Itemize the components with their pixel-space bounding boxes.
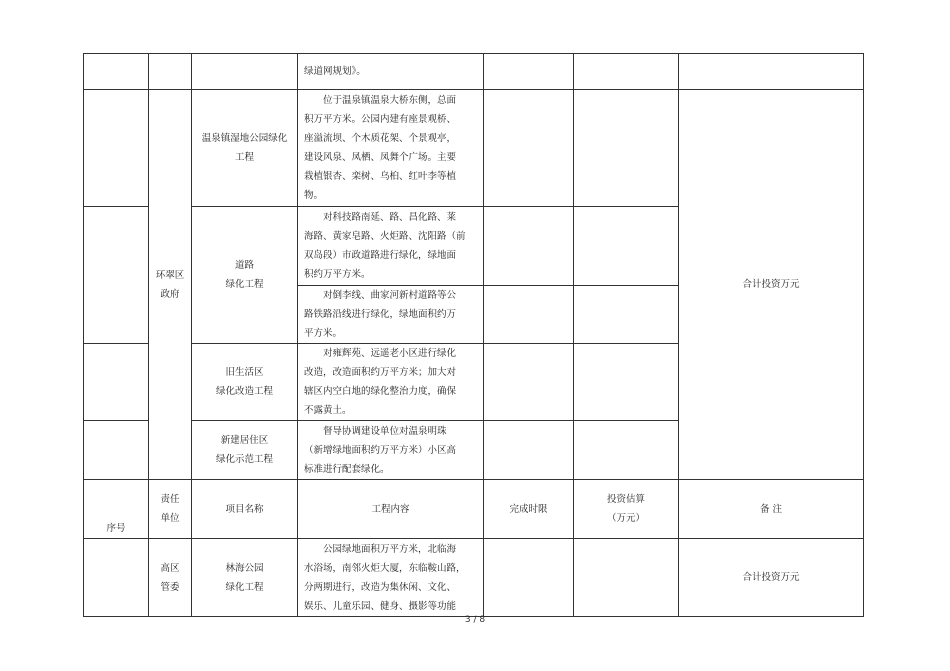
table-cell: [84, 207, 149, 344]
investment-cell: [574, 539, 679, 617]
green-project-table: [83, 53, 864, 617]
table-cell: [574, 54, 679, 90]
table-row: [84, 54, 864, 90]
table-row: [84, 90, 864, 207]
page-number: 3 / 8: [464, 615, 486, 625]
project-name-cell: 旧生活区 绿化改造工程: [192, 344, 298, 421]
table-row: [84, 539, 864, 617]
investment-cell: [574, 90, 679, 207]
remark-cell: 合计投资万元: [679, 539, 864, 617]
content-cell: 位于温泉镇温泉大桥东侧，总面 积万平方米。公园内建有座景观桥、 座溢流坝、个木质花架、个景观亭， 建设风泉、凤栖、凤舞个广场。主要 栽植银杏、栾树、乌桕、红叶李等植 物。: [298, 90, 484, 207]
header-content: 工程内容: [298, 480, 484, 539]
table-cell: [84, 539, 149, 617]
content-cell: 绿道网规划》。: [298, 54, 484, 90]
table-cell: [679, 54, 864, 90]
table-cell: [84, 421, 149, 480]
table-header-row: [84, 480, 864, 539]
deadline-cell: [484, 539, 574, 617]
content-cell: 对倒李线、曲家河新村道路等公 路铁路沿线进行绿化，绿地面积约万 平方米。: [298, 286, 484, 344]
content-cell: 督导协调建设单位对温泉明珠 （新增绿地面积约万平方米）小区高 标准进行配套绿化。: [298, 421, 484, 480]
deadline-cell: [484, 421, 574, 480]
table-cell: [149, 54, 192, 90]
unit-cell: 高区 管委: [149, 539, 192, 617]
header-unit: 责任 单位: [149, 480, 192, 539]
investment-cell: [574, 286, 679, 344]
content-cell: 公园绿地面积万平方米，北临海 水浴场，南邻火炬大厦，东临鞍山路， 分两期进行，改造为集休闲、文化、 娱乐、儿童乐园、健身、摄影等功能: [298, 539, 484, 617]
deadline-cell: [484, 344, 574, 421]
deadline-cell: [484, 207, 574, 286]
remark-cell: 合计投资万元: [679, 90, 864, 480]
table-cell: [84, 344, 149, 421]
project-name-cell: 道路 绿化工程: [192, 207, 298, 344]
header-no: 序号: [84, 480, 149, 539]
table-cell: [192, 54, 298, 90]
project-name-cell: 温泉镇湿地公园绿化 工程: [192, 90, 298, 207]
header-remark: 备 注: [679, 480, 864, 539]
investment-cell: [574, 344, 679, 421]
investment-cell: [574, 421, 679, 480]
table-cell: [84, 54, 149, 90]
table-cell: [484, 54, 574, 90]
table-cell: [84, 90, 149, 207]
content-cell: 对雍辉苑、远遥老小区进行绿化 改造，改造面积约万平方米；加大对 辖区内空白地的绿化整治力度，确保 不露黄土。: [298, 344, 484, 421]
deadline-cell: [484, 286, 574, 344]
investment-cell: [574, 207, 679, 286]
header-investment: 投资估算 （万元）: [574, 480, 679, 539]
project-name-cell: 新建居住区 绿化示范工程: [192, 421, 298, 480]
deadline-cell: [484, 90, 574, 207]
header-deadline: 完成时限: [484, 480, 574, 539]
content-cell: 对科技路南延、路、昌化路、莱 海路、黄家皂路、火炬路、沈阳路（前 双岛段）市政道路进行绿化，绿地面 积约万平方米。: [298, 207, 484, 286]
unit-cell: 环翠区 政府: [149, 90, 192, 480]
project-name-cell: 林海公园 绿化工程: [192, 539, 298, 617]
header-project: 项目名称: [192, 480, 298, 539]
